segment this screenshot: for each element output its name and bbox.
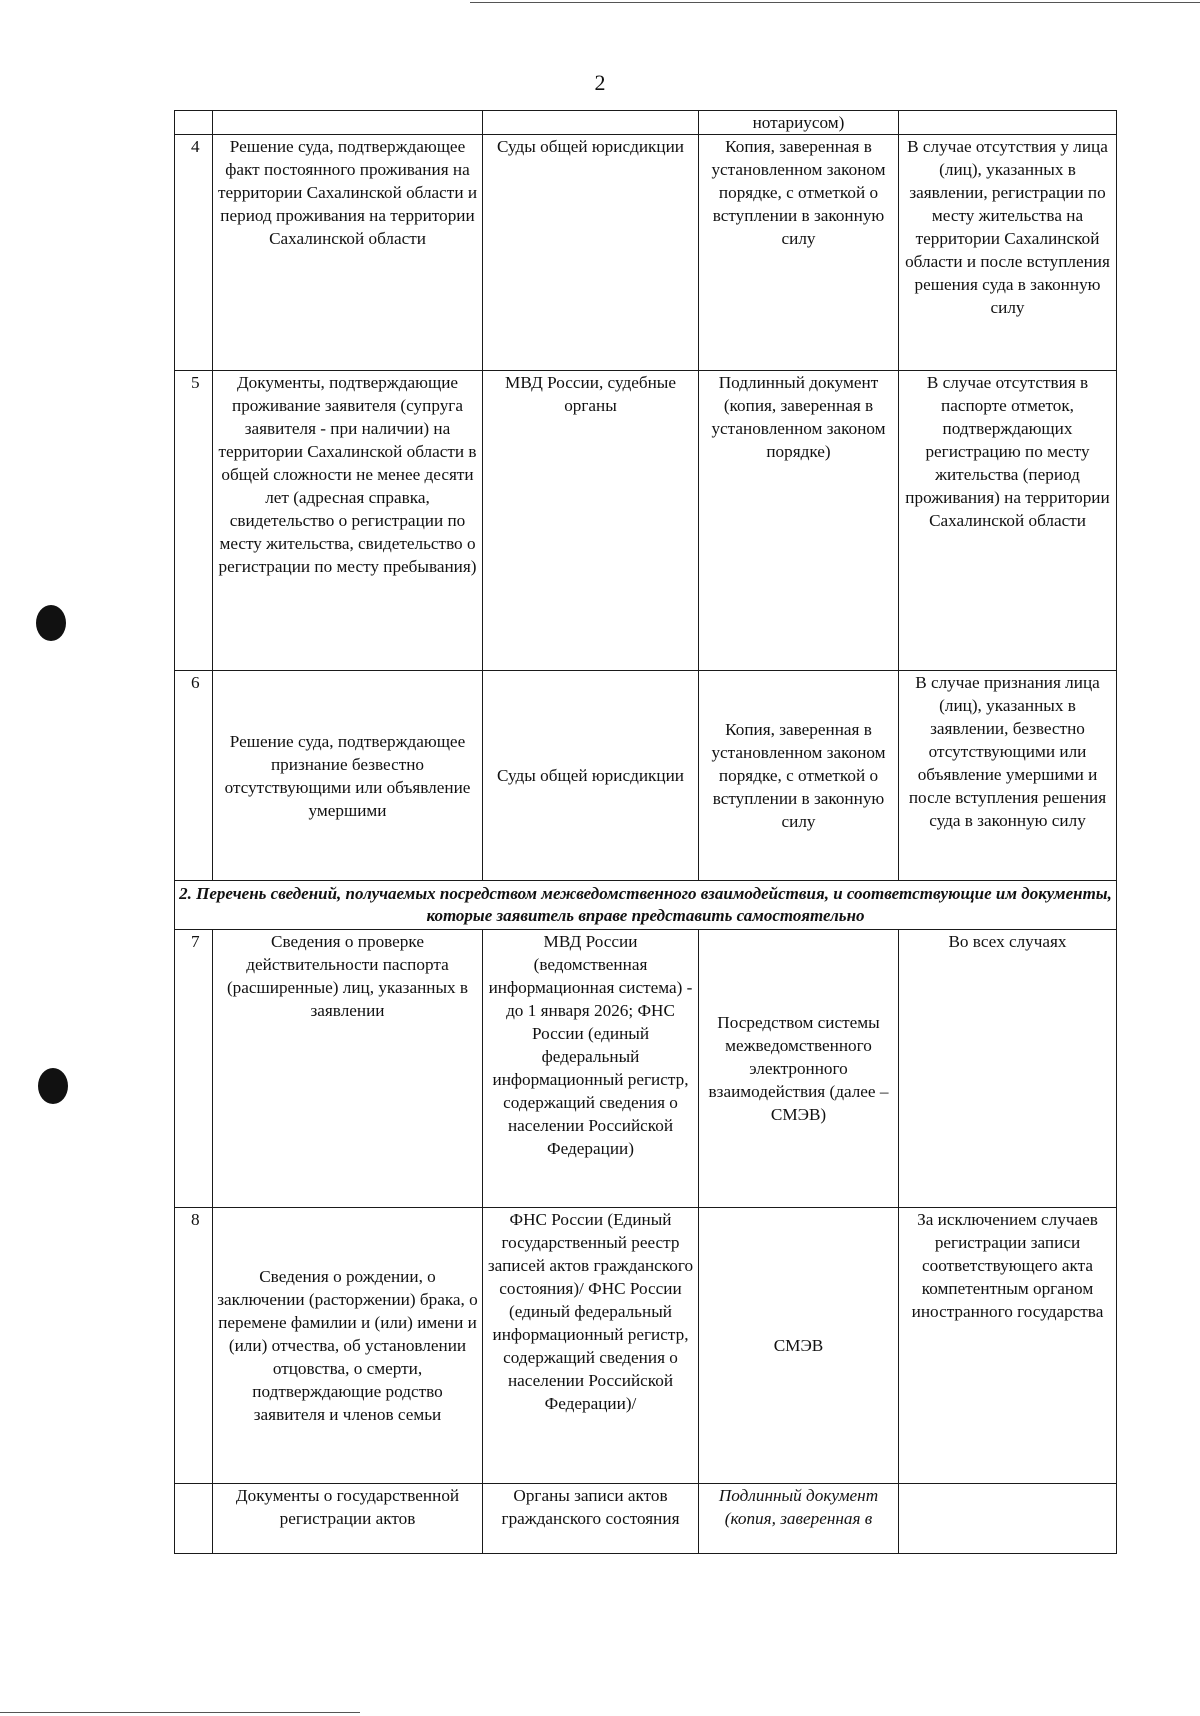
row-number: 7 bbox=[175, 930, 213, 1208]
row-number: 4 bbox=[175, 135, 213, 371]
source-cell: МВД России (ведомственная информационная система) - до 1 января 2026; ФНС России (единый федеральный информационный регистр, содержащий сведения о населении Российской Федерации) bbox=[483, 930, 699, 1208]
document-cell bbox=[213, 111, 483, 135]
documents-table bbox=[174, 110, 1117, 1554]
page-number: 2 bbox=[594, 70, 606, 95]
condition-cell bbox=[899, 1484, 1117, 1554]
document-cell: Сведения о проверке действительности паспорта (расширенные) лиц, указанных в заявлении bbox=[213, 930, 483, 1208]
punch-hole-mark bbox=[36, 605, 66, 641]
form-cell: Копия, заверенная в установленном законом порядке, с отметкой о вступлении в законную силу bbox=[699, 671, 899, 881]
source-cell bbox=[483, 111, 699, 135]
table-row bbox=[175, 1208, 1117, 1484]
form-cell: Подлинный документ (копия, заверенная в установленном законом порядке) bbox=[699, 371, 899, 671]
form-cell: Копия, заверенная в установленном законом порядке, с отметкой о вступлении в законную силу bbox=[699, 135, 899, 371]
document-cell: Документы о государственной регистрации актов bbox=[213, 1484, 483, 1554]
source-cell: Суды общей юрисдикции bbox=[483, 135, 699, 371]
section-header-row bbox=[175, 881, 1117, 930]
source-cell: МВД России, судебные органы bbox=[483, 371, 699, 671]
document-cell: Сведения о рождении, о заключении (расторжении) брака, о перемене фамилии и (или) имени и (или) отчества, об установлении отцовства, о смерти, подтверждающие родство заявителя и членов семьи bbox=[213, 1208, 483, 1484]
condition-cell bbox=[899, 111, 1117, 135]
table-row bbox=[175, 371, 1117, 671]
form-cell: Подлинный документ (копия, заверенная в bbox=[699, 1484, 899, 1554]
table-row bbox=[175, 135, 1117, 371]
condition-cell: В случае признания лица (лиц), указанных в заявлении, безвестно отсутствующими или объявление умершими и после вступления решения суда в законную силу bbox=[899, 671, 1117, 881]
table-row bbox=[175, 930, 1117, 1208]
table-row bbox=[175, 1484, 1117, 1554]
row-number: 5 bbox=[175, 371, 213, 671]
source-cell: Суды общей юрисдикции bbox=[483, 671, 699, 881]
document-cell: Решение суда, подтверждающее признание безвестно отсутствующими или объявление умершими bbox=[213, 671, 483, 881]
document-cell: Решение суда, подтверждающее факт постоянного проживания на территории Сахалинской области и период проживания на территории Сахалинской области bbox=[213, 135, 483, 371]
source-cell: ФНС России (Единый государственный реестр записей актов гражданского состояния)/ ФНС России (единый федеральный информационный регистр, содержащий сведения о населении Российской Федерации)/ bbox=[483, 1208, 699, 1484]
source-cell: Органы записи актов гражданского состояния bbox=[483, 1484, 699, 1554]
form-cell: Посредством системы межведомственного электронного взаимодействия (далее – СМЭВ) bbox=[699, 930, 899, 1208]
form-cell: нотариусом) bbox=[699, 111, 899, 135]
condition-cell: В случае отсутствия в паспорте отметок, подтверждающих регистрацию по месту жительства (период проживания) на территории Сахалинской области bbox=[899, 371, 1117, 671]
row-number: 6 bbox=[175, 671, 213, 881]
row-number bbox=[175, 1484, 213, 1554]
document-cell: Документы, подтверждающие проживание заявителя (супруга заявителя - при наличии) на территории Сахалинской области в общей сложности не менее десяти лет (адресная справка, свидетельство о регистрации по месту жительства, свидетельство о регистрации по месту пребывания) bbox=[213, 371, 483, 671]
scan-edge-line bbox=[0, 1712, 360, 1713]
condition-cell: Во всех случаях bbox=[899, 930, 1117, 1208]
condition-cell: За исключением случаев регистрации записи соответствующего акта компетентным органом иностранного государства bbox=[899, 1208, 1117, 1484]
condition-cell: В случае отсутствия у лица (лиц), указанных в заявлении, регистрации по месту жительства на территории Сахалинской области и после вступления решения суда в законную силу bbox=[899, 135, 1117, 371]
table-row bbox=[175, 671, 1117, 881]
form-cell: СМЭВ bbox=[699, 1208, 899, 1484]
section-2-title: 2. Перечень сведений, получаемых посредством межведомственного взаимодействия, и соответствующие им документы, которые заявитель вправе представить самостоятельно bbox=[175, 881, 1117, 930]
scan-edge-line bbox=[470, 2, 1200, 3]
row-number bbox=[175, 111, 213, 135]
punch-hole-mark bbox=[38, 1068, 68, 1104]
row-number: 8 bbox=[175, 1208, 213, 1484]
table-row-continuation bbox=[175, 111, 1117, 135]
